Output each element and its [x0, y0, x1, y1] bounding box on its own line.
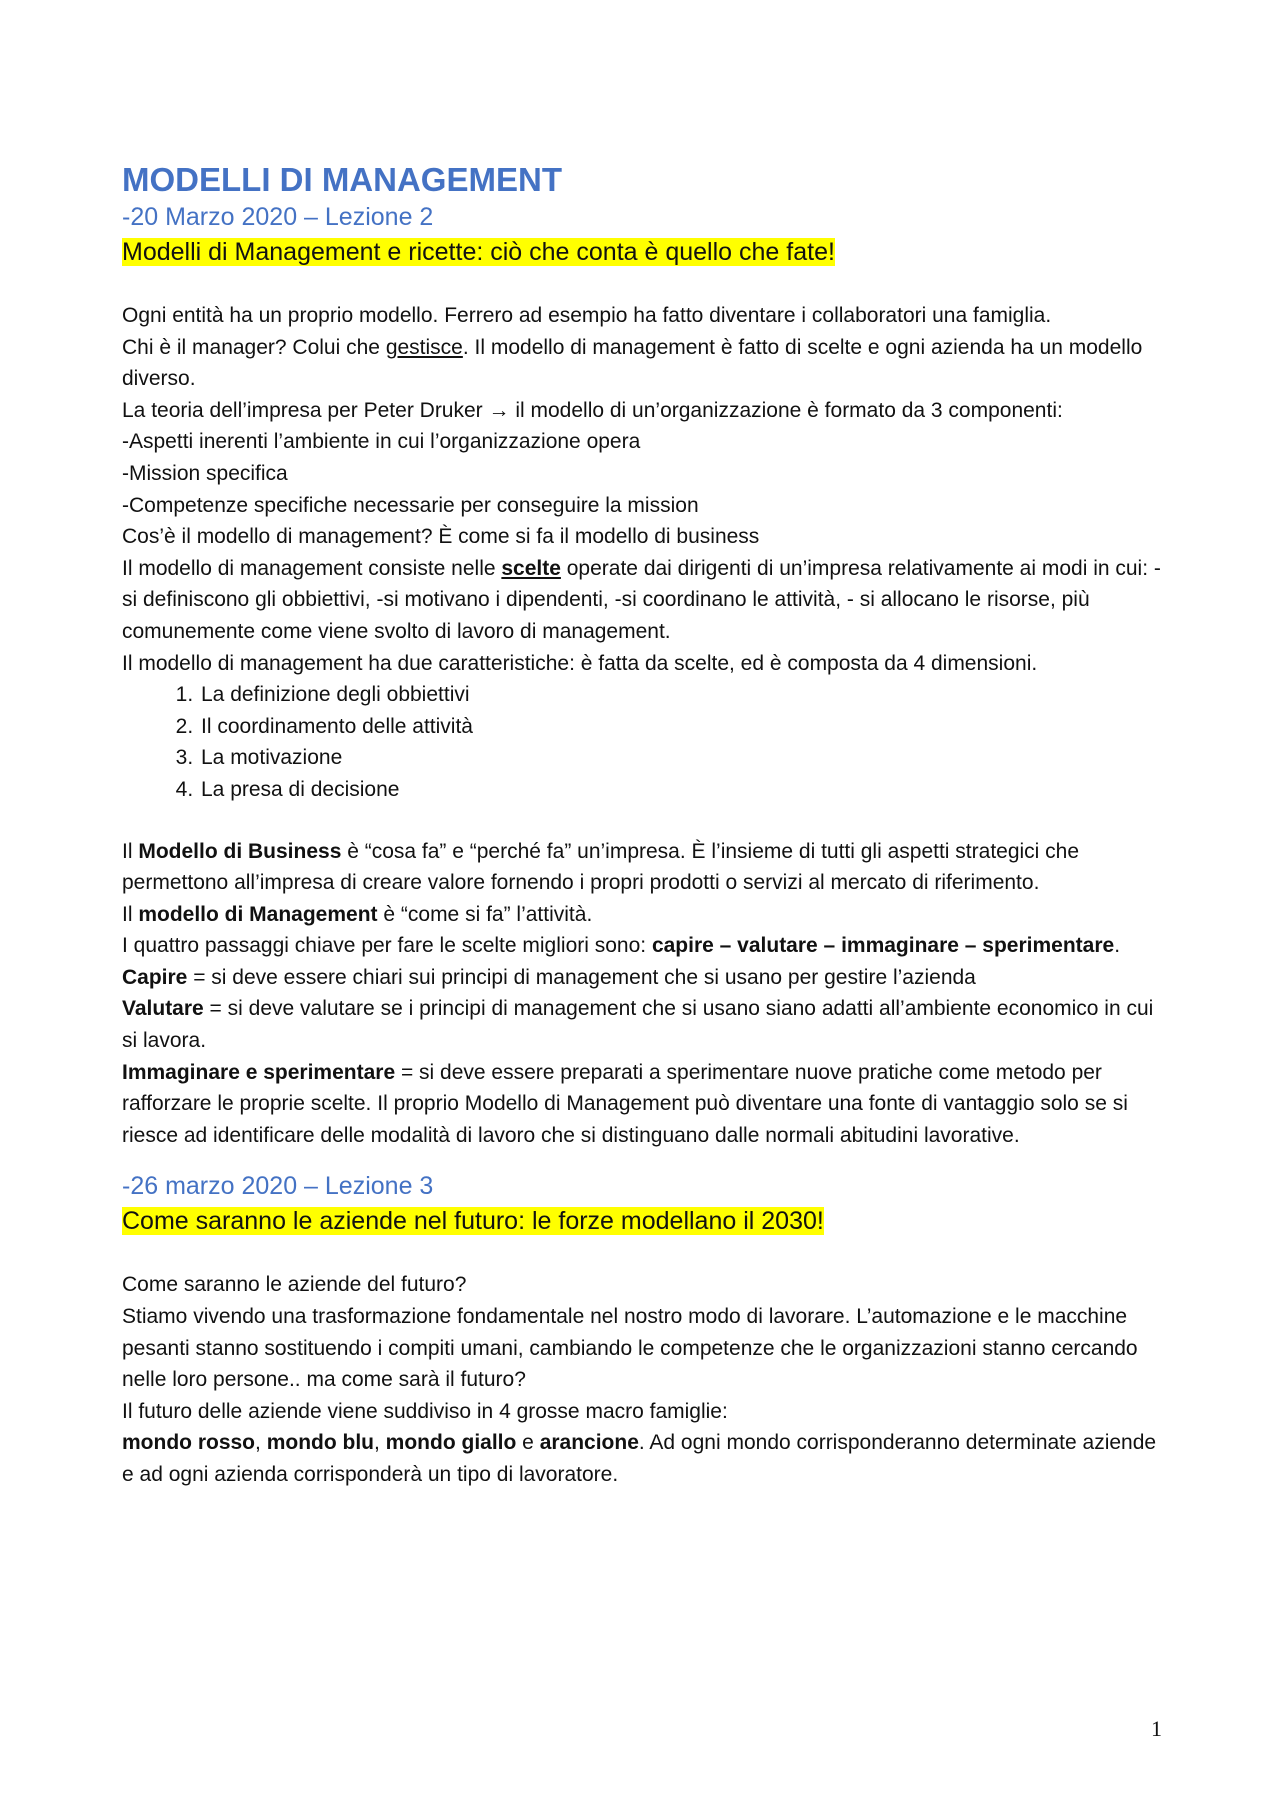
paragraph: Chi è il manager? Colui che gestisce. Il modello di management è fatto di scelte e ogni azienda ha un modello diverso.	[122, 335, 1143, 391]
paragraph: Il Modello di Business è “cosa fa” e “perché fa” un’impresa. È l’insieme di tutti gli aspetti strategici che permettono all’impresa di creare valore fornendo i propri prodotti o servizi al mercato di riferimento.	[122, 839, 1080, 895]
paragraph: Il modello di Management è “come si fa” l’attività.	[122, 902, 593, 926]
paragraph: Valutare = si deve valutare se i principi di management che si usano siano adatti all’ambiente economico in cui si lavora.	[122, 997, 1154, 1053]
paragraph: -Mission specifica	[122, 461, 288, 485]
paragraph: Immaginare e sperimentare = si deve essere preparati a sperimentare nuove pratiche come metodo per rafforzare le proprie scelte. Il proprio Modello di Management può diventare una fonte di vantaggio solo se si riesce ad identificare delle modalità di lavoro che si distinguano dalle normali abitudini lavorative.	[122, 1060, 1128, 1147]
paragraph: Ogni entità ha un proprio modello. Ferrero ad esempio ha fatto diventare i collaboratori una famiglia.	[122, 304, 1052, 327]
lesson-3-heading	[122, 1203, 1162, 1239]
lesson-2-date: -20 Marzo 2020 – Lezione 2	[122, 203, 434, 231]
list-item: 2. Il coordinamento delle attività	[199, 711, 1162, 743]
list-item: 4. La presa di decisione	[199, 774, 1162, 806]
paragraph: Capire = si deve essere chiari sui principi di management che si usano per gestire l’azienda	[122, 965, 976, 989]
lesson-2-heading	[122, 234, 1162, 270]
paragraph: -Aspetti inerenti l’ambiente in cui l’organizzazione opera	[122, 430, 641, 454]
paragraph: mondo rosso, mondo blu, mondo giallo e arancione. Ad ogni mondo corrisponderanno determinate aziende e ad ogni azienda corrisponderà un tipo di lavoratore.	[122, 1431, 1157, 1486]
lesson-3-heading-text: Come saranno le aziende nel futuro: le forze modellano il 2030!	[122, 1207, 824, 1236]
dimensions-list	[122, 679, 1162, 805]
list-item: 1. La definizione degli obbiettivi	[199, 679, 1162, 711]
paragraph: Cos’è il modello di management? È come si fa il modello di business	[122, 525, 760, 549]
paragraph: La teoria dell’impresa per Peter Druker → il modello di un’organizzazione è formato da 3 componenti:	[122, 398, 1063, 422]
paragraph: -Competenze specifiche necessarie per conseguire la mission	[122, 493, 699, 517]
paragraph: Il modello di management consiste nelle scelte operate dai dirigenti di un’impresa relativamente ai modi in cui: - si definiscono gli obbiettivi, -si motivano i dipendenti, -si coordinano le attività, - si allocano le risorse, più comunemente come viene svolto di lavoro di management.	[122, 556, 1161, 643]
document-title: MODELLI DI MANAGEMENT	[122, 161, 562, 198]
page-number: 1	[1151, 1716, 1162, 1741]
paragraph: I quattro passaggi chiave per fare le scelte migliori sono: capire – valutare – immaginare – sperimentare.	[122, 934, 1121, 958]
paragraph: Come saranno le aziende del futuro?	[122, 1273, 467, 1297]
document-page	[122, 160, 1162, 1491]
paragraph: Stiamo vivendo una trasformazione fondamentale nel nostro modo di lavorare. L’automazione e le macchine pesanti stanno sostituendo i compiti umani, cambiando le competenze che le organizzazioni stanno cercando nelle loro persone.. ma come sarà il futuro?	[122, 1305, 1138, 1392]
paragraph: Il modello di management ha due caratteristiche: è fatta da scelte, ed è composta da 4 dimensioni.	[122, 651, 1038, 675]
paragraph: Il futuro delle aziende viene suddiviso in 4 grosse macro famiglie:	[122, 1399, 728, 1423]
lesson-3-date: -26 marzo 2020 – Lezione 3	[122, 1172, 434, 1201]
list-item: 3. La motivazione	[199, 742, 1162, 774]
lesson-2-heading-text: Modelli di Management e ricette: ciò che conta è quello che fate!	[122, 238, 835, 266]
